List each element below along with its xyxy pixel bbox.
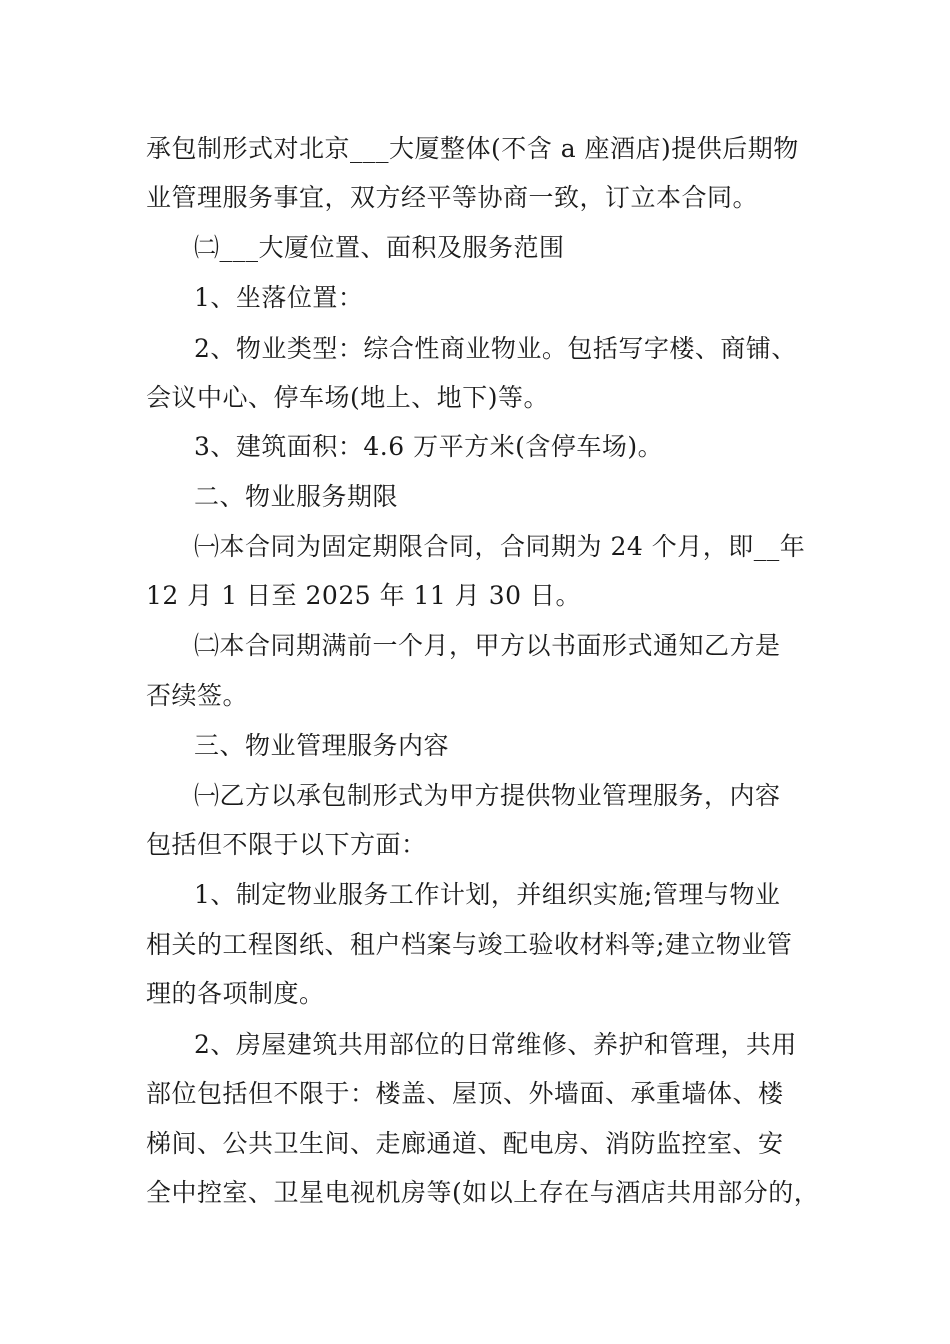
text-line: 承包制形式对北京___大厦整体(不含 a 座酒店)提供后期物 (146, 134, 799, 163)
text-line: 1、制定物业服务工作计划，并组织实施;管理与物业 (194, 880, 781, 909)
text-line: 会议中心、停车场(地上、地下)等。 (146, 383, 550, 412)
text-line: ㈡本合同期满前一个月，甲方以书面形式通知乙方是 (194, 631, 781, 660)
text-line: 全中控室、卫星电视机房等(如以上存在与酒店共用部分的， (146, 1178, 820, 1207)
text-line: 业管理服务事宜，双方经平等协商一致，订立本合同。 (146, 183, 759, 212)
text-line: ㈠本合同为固定期限合同，合同期为 24 个月，即__年 (194, 532, 806, 561)
text-line: 否续签。 (146, 681, 249, 710)
section-heading: ㈡___大厦位置、面积及服务范围 (194, 233, 565, 262)
section-heading: 二、物业服务期限 (194, 482, 399, 511)
text-line: 1、坐落位置： (194, 283, 364, 312)
text-line: 3、建筑面积：4.6 万平方米(含停车场)。 (194, 432, 664, 461)
text-line: 部位包括但不限于：楼盖、屋顶、外墙面、承重墙体、楼 (146, 1079, 784, 1108)
section-heading: 三、物业管理服务内容 (194, 731, 450, 760)
text-line: 2、物业类型：综合性商业物业。包括写字楼、商铺、 (194, 334, 797, 363)
text-line: 12 月 1 日至 2025 年 11 月 30 日。 (146, 581, 581, 610)
text-line: ㈠乙方以承包制形式为甲方提供物业管理服务，内容 (194, 781, 781, 810)
text-line: 理的各项制度。 (146, 979, 325, 1008)
text-line: 相关的工程图纸、租户档案与竣工验收材料等;建立物业管 (146, 930, 793, 959)
text-line: 2、房屋建筑共用部位的日常维修、养护和管理，共用 (194, 1030, 797, 1059)
text-line: 包括但不限于以下方面： (146, 830, 427, 859)
text-line: 梯间、公共卫生间、走廊通道、配电房、消防监控室、安 (146, 1129, 784, 1158)
